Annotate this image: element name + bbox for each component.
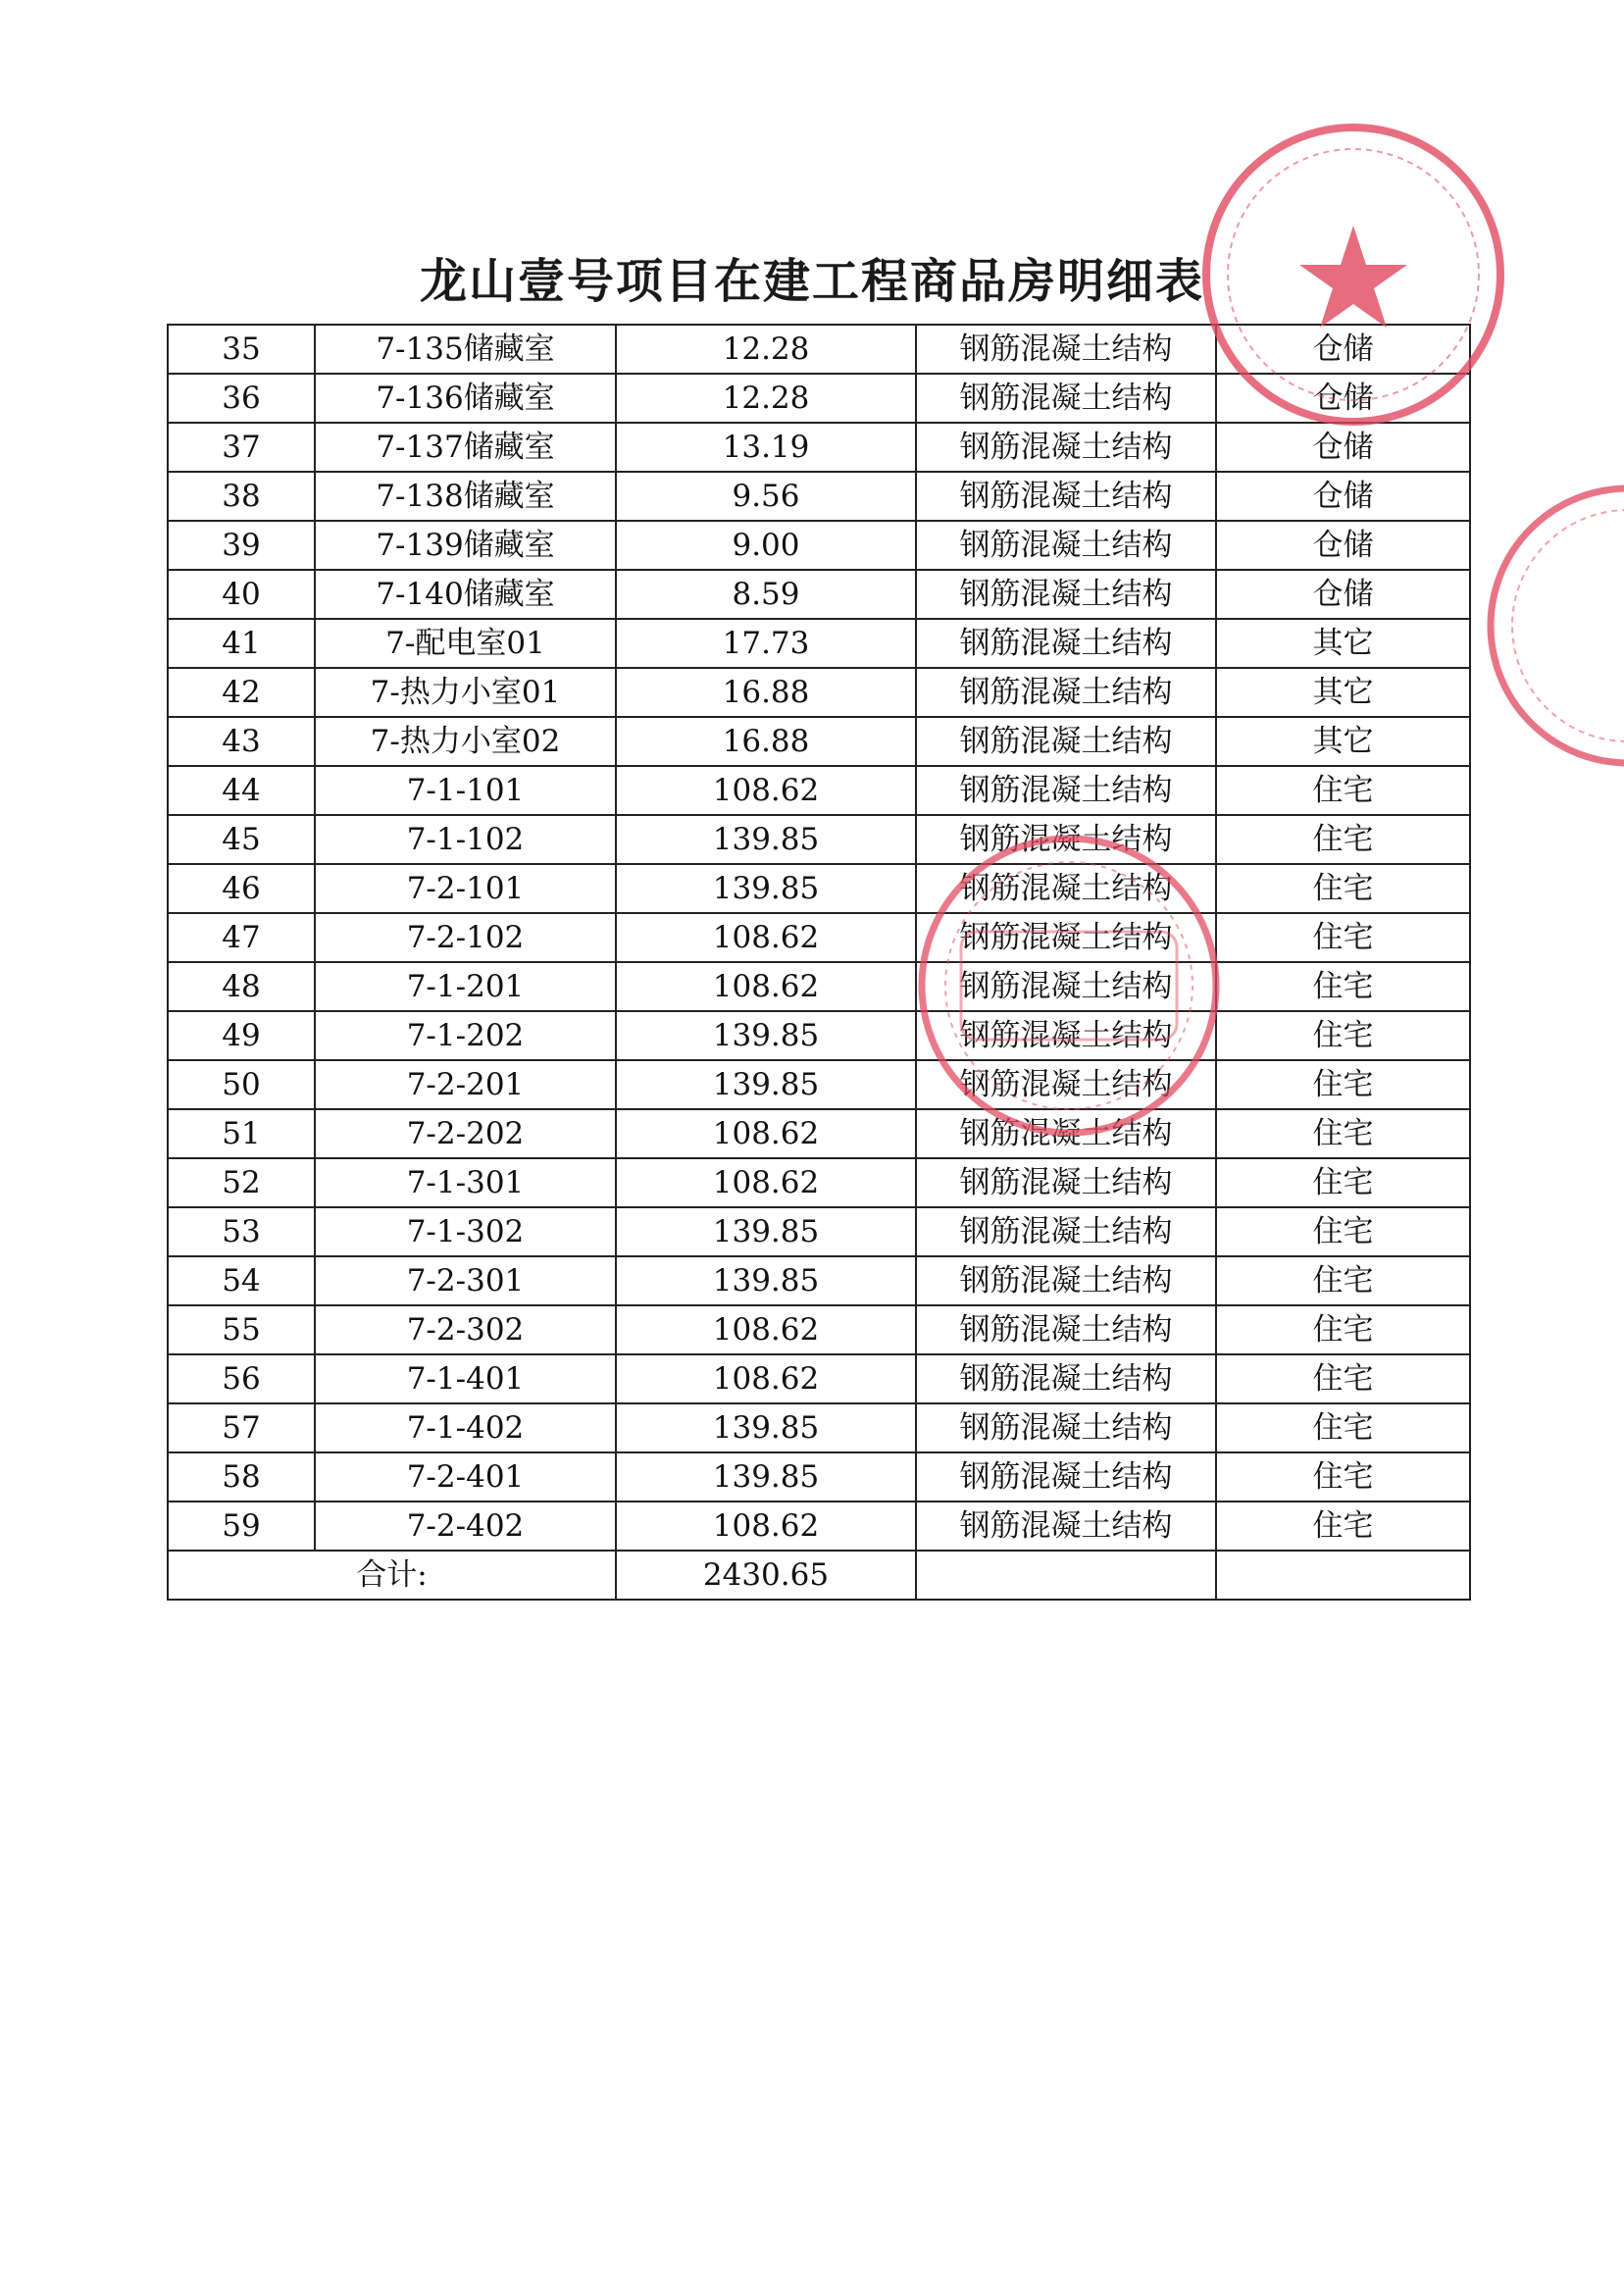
table-row bbox=[168, 1158, 1470, 1207]
cell-use: 其它 bbox=[1216, 717, 1470, 766]
cell-structure: 钢筋混凝土结构 bbox=[916, 1256, 1216, 1305]
cell-area: 139.85 bbox=[616, 1403, 916, 1452]
cell-area: 108.62 bbox=[616, 1158, 916, 1207]
cell-use: 住宅 bbox=[1216, 1158, 1470, 1207]
cell-no: 37 bbox=[168, 423, 315, 472]
cell-room: 7-2-102 bbox=[315, 913, 616, 962]
cell-area: 139.85 bbox=[616, 864, 916, 913]
table-row bbox=[168, 962, 1470, 1011]
cell-area: 16.88 bbox=[616, 717, 916, 766]
cell-no: 44 bbox=[168, 766, 315, 815]
table-body bbox=[168, 325, 1470, 1551]
cell-room: 7-1-201 bbox=[315, 962, 616, 1011]
cell-structure: 钢筋混凝土结构 bbox=[916, 325, 1216, 374]
cell-use: 其它 bbox=[1216, 668, 1470, 717]
cell-no: 35 bbox=[168, 325, 315, 374]
official-seal-right-edge bbox=[1481, 479, 1624, 773]
cell-area: 108.62 bbox=[616, 1354, 916, 1403]
table-row bbox=[168, 668, 1470, 717]
cell-structure: 钢筋混凝土结构 bbox=[916, 864, 1216, 913]
cell-room: 7-139储藏室 bbox=[315, 521, 616, 570]
table-row bbox=[168, 1354, 1470, 1403]
cell-use: 住宅 bbox=[1216, 1452, 1470, 1502]
cell-room: 7-1-401 bbox=[315, 1354, 616, 1403]
cell-room: 7-1-302 bbox=[315, 1207, 616, 1256]
cell-no: 51 bbox=[168, 1109, 315, 1158]
cell-room: 7-140储藏室 bbox=[315, 570, 616, 619]
cell-no: 38 bbox=[168, 472, 315, 521]
cell-room: 7-2-402 bbox=[315, 1502, 616, 1551]
table-row bbox=[168, 570, 1470, 619]
total-row bbox=[168, 1551, 1470, 1600]
cell-use: 住宅 bbox=[1216, 962, 1470, 1011]
cell-structure: 钢筋混凝土结构 bbox=[916, 668, 1216, 717]
cell-no: 46 bbox=[168, 864, 315, 913]
cell-area: 9.00 bbox=[616, 521, 916, 570]
cell-structure: 钢筋混凝土结构 bbox=[916, 766, 1216, 815]
cell-use: 住宅 bbox=[1216, 1354, 1470, 1403]
cell-room: 7-138储藏室 bbox=[315, 472, 616, 521]
cell-room: 7-2-101 bbox=[315, 864, 616, 913]
cell-structure: 钢筋混凝土结构 bbox=[916, 619, 1216, 668]
cell-room: 7-1-202 bbox=[315, 1011, 616, 1060]
table-row bbox=[168, 1256, 1470, 1305]
cell-room: 7-热力小室01 bbox=[315, 668, 616, 717]
table-row bbox=[168, 864, 1470, 913]
cell-area: 8.59 bbox=[616, 570, 916, 619]
cell-structure: 钢筋混凝土结构 bbox=[916, 1305, 1216, 1354]
cell-use: 住宅 bbox=[1216, 1305, 1470, 1354]
cell-area: 108.62 bbox=[616, 1305, 916, 1354]
cell-room: 7-137储藏室 bbox=[315, 423, 616, 472]
cell-use: 仓储 bbox=[1216, 325, 1470, 374]
table-row bbox=[168, 1207, 1470, 1256]
cell-no: 43 bbox=[168, 717, 315, 766]
table-row bbox=[168, 766, 1470, 815]
cell-area: 108.62 bbox=[616, 1109, 916, 1158]
table-row bbox=[168, 1109, 1470, 1158]
total-empty-structure bbox=[916, 1551, 1216, 1600]
cell-area: 139.85 bbox=[616, 815, 916, 864]
cell-use: 住宅 bbox=[1216, 1060, 1470, 1109]
table-row bbox=[168, 815, 1470, 864]
table-row bbox=[168, 325, 1470, 374]
table-row bbox=[168, 472, 1470, 521]
cell-use: 住宅 bbox=[1216, 1403, 1470, 1452]
cell-use: 住宅 bbox=[1216, 815, 1470, 864]
cell-room: 7-135储藏室 bbox=[315, 325, 616, 374]
table-row bbox=[168, 423, 1470, 472]
cell-structure: 钢筋混凝土结构 bbox=[916, 1011, 1216, 1060]
table-row bbox=[168, 913, 1470, 962]
table-row bbox=[168, 1060, 1470, 1109]
cell-area: 108.62 bbox=[616, 766, 916, 815]
cell-area: 9.56 bbox=[616, 472, 916, 521]
cell-no: 55 bbox=[168, 1305, 315, 1354]
cell-area: 139.85 bbox=[616, 1256, 916, 1305]
cell-use: 住宅 bbox=[1216, 1011, 1470, 1060]
cell-structure: 钢筋混凝土结构 bbox=[916, 1109, 1216, 1158]
cell-use: 仓储 bbox=[1216, 570, 1470, 619]
cell-use: 住宅 bbox=[1216, 1207, 1470, 1256]
cell-use: 住宅 bbox=[1216, 913, 1470, 962]
cell-room: 7-2-401 bbox=[315, 1452, 616, 1502]
total-label: 合计: bbox=[168, 1551, 616, 1600]
cell-area: 139.85 bbox=[616, 1207, 916, 1256]
cell-structure: 钢筋混凝土结构 bbox=[916, 423, 1216, 472]
cell-no: 42 bbox=[168, 668, 315, 717]
cell-room: 7-2-202 bbox=[315, 1109, 616, 1158]
cell-room: 7-2-301 bbox=[315, 1256, 616, 1305]
table-row bbox=[168, 717, 1470, 766]
cell-structure: 钢筋混凝土结构 bbox=[916, 1354, 1216, 1403]
housing-detail-table bbox=[167, 324, 1471, 1601]
cell-no: 39 bbox=[168, 521, 315, 570]
cell-no: 47 bbox=[168, 913, 315, 962]
cell-use: 住宅 bbox=[1216, 1256, 1470, 1305]
table-row bbox=[168, 1452, 1470, 1502]
cell-no: 54 bbox=[168, 1256, 315, 1305]
cell-room: 7-2-201 bbox=[315, 1060, 616, 1109]
cell-use: 住宅 bbox=[1216, 1109, 1470, 1158]
cell-no: 56 bbox=[168, 1354, 315, 1403]
cell-area: 139.85 bbox=[616, 1011, 916, 1060]
cell-no: 53 bbox=[168, 1207, 315, 1256]
page-title: 龙山壹号项目在建工程商品房明细表 bbox=[419, 254, 1204, 309]
cell-area: 16.88 bbox=[616, 668, 916, 717]
cell-structure: 钢筋混凝土结构 bbox=[916, 521, 1216, 570]
cell-use: 仓储 bbox=[1216, 472, 1470, 521]
cell-structure: 钢筋混凝土结构 bbox=[916, 815, 1216, 864]
cell-structure: 钢筋混凝土结构 bbox=[916, 1158, 1216, 1207]
cell-structure: 钢筋混凝土结构 bbox=[916, 472, 1216, 521]
total-area: 2430.65 bbox=[616, 1551, 916, 1600]
cell-area: 108.62 bbox=[616, 962, 916, 1011]
cell-structure: 钢筋混凝土结构 bbox=[916, 1060, 1216, 1109]
cell-use: 住宅 bbox=[1216, 864, 1470, 913]
cell-room: 7-配电室01 bbox=[315, 619, 616, 668]
cell-structure: 钢筋混凝土结构 bbox=[916, 717, 1216, 766]
cell-no: 50 bbox=[168, 1060, 315, 1109]
cell-no: 41 bbox=[168, 619, 315, 668]
cell-no: 40 bbox=[168, 570, 315, 619]
cell-room: 7-2-302 bbox=[315, 1305, 616, 1354]
cell-structure: 钢筋混凝土结构 bbox=[916, 1502, 1216, 1551]
cell-area: 12.28 bbox=[616, 374, 916, 423]
cell-use: 仓储 bbox=[1216, 374, 1470, 423]
table-row bbox=[168, 1403, 1470, 1452]
cell-area: 17.73 bbox=[616, 619, 916, 668]
cell-use: 其它 bbox=[1216, 619, 1470, 668]
cell-no: 45 bbox=[168, 815, 315, 864]
cell-structure: 钢筋混凝土结构 bbox=[916, 570, 1216, 619]
cell-no: 48 bbox=[168, 962, 315, 1011]
cell-structure: 钢筋混凝土结构 bbox=[916, 913, 1216, 962]
cell-area: 12.28 bbox=[616, 325, 916, 374]
cell-no: 59 bbox=[168, 1502, 315, 1551]
cell-use: 仓储 bbox=[1216, 521, 1470, 570]
table-row bbox=[168, 1011, 1470, 1060]
cell-area: 108.62 bbox=[616, 1502, 916, 1551]
cell-area: 13.19 bbox=[616, 423, 916, 472]
cell-no: 49 bbox=[168, 1011, 315, 1060]
cell-room: 7-1-402 bbox=[315, 1403, 616, 1452]
cell-area: 139.85 bbox=[616, 1452, 916, 1502]
cell-room: 7-热力小室02 bbox=[315, 717, 616, 766]
cell-room: 7-1-101 bbox=[315, 766, 616, 815]
cell-structure: 钢筋混凝土结构 bbox=[916, 1452, 1216, 1502]
cell-area: 108.62 bbox=[616, 913, 916, 962]
table-row bbox=[168, 619, 1470, 668]
cell-structure: 钢筋混凝土结构 bbox=[916, 962, 1216, 1011]
cell-no: 52 bbox=[168, 1158, 315, 1207]
cell-room: 7-136储藏室 bbox=[315, 374, 616, 423]
cell-use: 住宅 bbox=[1216, 1502, 1470, 1551]
cell-room: 7-1-301 bbox=[315, 1158, 616, 1207]
table-row bbox=[168, 1305, 1470, 1354]
cell-area: 139.85 bbox=[616, 1060, 916, 1109]
table-row bbox=[168, 374, 1470, 423]
cell-structure: 钢筋混凝土结构 bbox=[916, 374, 1216, 423]
cell-room: 7-1-102 bbox=[315, 815, 616, 864]
cell-use: 仓储 bbox=[1216, 423, 1470, 472]
cell-use: 住宅 bbox=[1216, 766, 1470, 815]
table-row bbox=[168, 1502, 1470, 1551]
cell-no: 58 bbox=[168, 1452, 315, 1502]
cell-no: 57 bbox=[168, 1403, 315, 1452]
cell-structure: 钢筋混凝土结构 bbox=[916, 1207, 1216, 1256]
cell-structure: 钢筋混凝土结构 bbox=[916, 1403, 1216, 1452]
total-empty-use bbox=[1216, 1551, 1470, 1600]
cell-no: 36 bbox=[168, 374, 315, 423]
table-row bbox=[168, 521, 1470, 570]
